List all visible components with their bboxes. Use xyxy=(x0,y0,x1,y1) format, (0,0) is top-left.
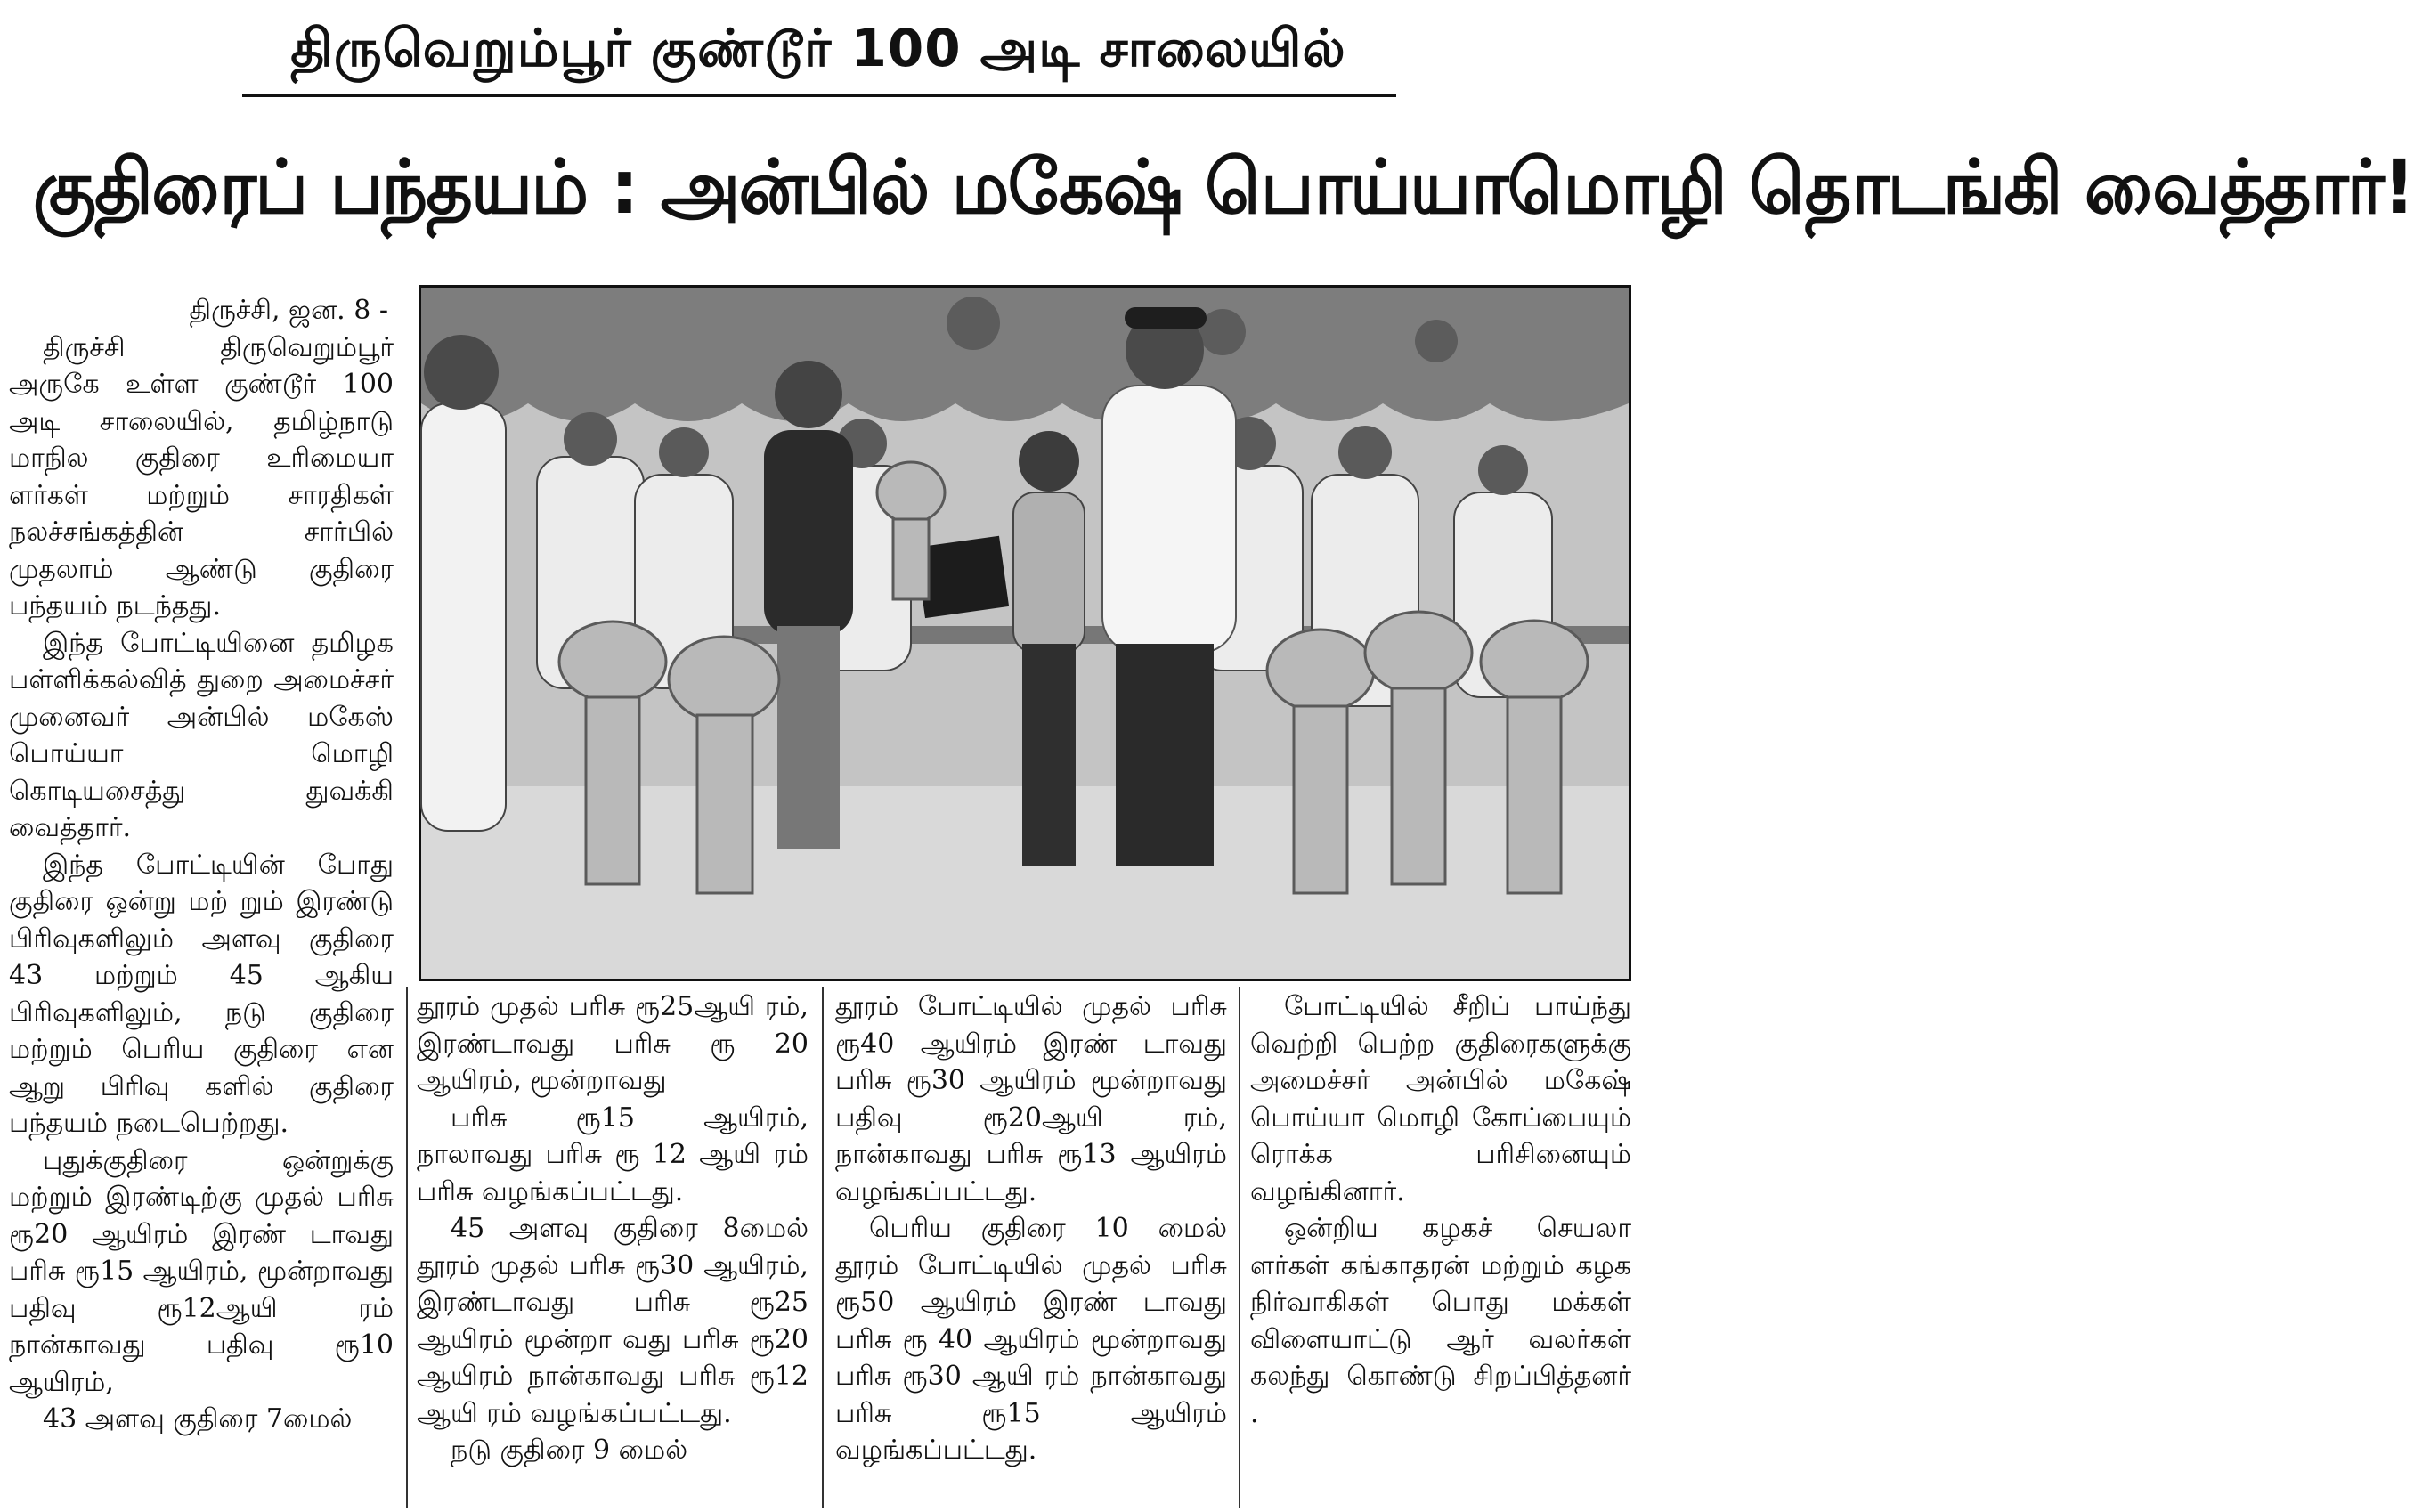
dateline: திருச்சி, ஜன. 8 - xyxy=(189,295,388,326)
paragraph: நடு குதிரை 9 மைல் xyxy=(451,1435,688,1466)
article-column-2 xyxy=(417,988,809,1505)
paragraph: பரிசு ரூ15 ஆயிரம், நாலாவது பரிசு ரூ 12 ஆயி ரம் பரிசு வழங்கப்பட்டது. xyxy=(417,1101,809,1207)
paragraph: இந்த போட்டியினை தமிழக பள்ளிக்கல்வித் துறை அமைச்சர் முனைவர் அன்பில் மகேஸ் பொய்யா மொழி கொடியசைத்து துவக்கி வைத்தார். xyxy=(9,627,394,843)
paragraph: புதுக்குதிரை ஒன்றுக்கு மற்றும் இரண்டிற்கு முதல் பரிசு ரூ20 ஆயிரம் இரண் டாவது பரிசு ரூ15 ஆயிரம், மூன்றாவது பதிவு ரூ12ஆயி ரம் நான்காவது பதிவு ரூ10 ஆயிரம், xyxy=(9,1144,394,1398)
kicker-underline xyxy=(242,94,1396,97)
column-divider xyxy=(1239,987,1240,1508)
paragraph: தூரம் போட்டியில் முதல் பரிசு ரூ40 ஆயிரம் இரண் டாவது பரிசு ரூ30 ஆயிரம் மூன்றாவது பதிவு ரூ20ஆயி ரம், நான்காவது பரிசு ரூ13 ஆயிரம் வழங்கப்பட்டது. xyxy=(835,991,1227,1207)
paragraph: திருச்சி திருவெறும்பூர் அருகே உள்ள குண்டூர் 100 அடி சாலையில், தமிழ்நாடு மாநில குதிரை உரிமையா ளர்கள் மற்றும் சாரதிகள் நலச்சங்கத்தின் சார்பில் முதலாம் ஆண்டு குதிரை பந்தயம் நடந்தது. xyxy=(9,331,394,622)
news-photo xyxy=(419,285,1631,981)
column-divider xyxy=(822,987,824,1508)
paragraph: போட்டியில் சீறிப் பாய்ந்து வெற்றி பெற்ற குதிரைகளுக்கு அமைச்சர் அன்பில் மகேஷ் பொய்யா மொழி கோப்பையும் ரொக்க பரிசினையும் வழங்கினார். xyxy=(1250,991,1631,1207)
article-column-1 xyxy=(9,292,394,1505)
column-divider xyxy=(406,987,408,1508)
paragraph: 45 அளவு குதிரை 8மைல் தூரம் முதல் பரிசு ரூ30 ஆயிரம், இரண்டாவது பரிசு ரூ25 ஆயிரம் மூன்றா வது பரிசு ரூ20 ஆயிரம் நான்காவது பரிசு ரூ12 ஆயி ரம் வழங்கப்பட்டது. xyxy=(417,1213,809,1429)
kicker-headline: திருவெறும்பூர் குண்டூர் 100 அடி சாலையில் xyxy=(290,18,1346,78)
paragraph: இந்த போட்டியின் போது குதிரை ஒன்று மற் றும் இரண்டு பிரிவுகளிலும் அளவு குதிரை 43 மற்றும் 45 ஆகிய பிரிவுகளிலும், நடு குதிரை மற்றும் பெரிய குதிரை என ஆறு பிரிவு களில் குதிரை பந்தயம் நடைபெற்றது. xyxy=(9,849,394,1139)
paragraph: 43 அளவு குதிரை 7மைல் xyxy=(43,1403,353,1435)
article-column-4 xyxy=(1250,988,1631,1505)
paragraph: பெரிய குதிரை 10 மைல் தூரம் போட்டியில் முதல் பரிசு ரூ50 ஆயிரம் இரண் டாவது பரிசு ரூ 40 ஆயிரம் மூன்றாவது பரிசு ரூ30 ஆயி ரம் நான்காவது பரிசு ரூ15 ஆயிரம் வழங்கப்பட்டது. xyxy=(835,1213,1227,1466)
paragraph: தூரம் முதல் பரிசு ரூ25ஆயி ரம், இரண்டாவது பரிசு ரூ 20 ஆயிரம், மூன்றாவது xyxy=(417,991,809,1096)
photo-illustration xyxy=(421,288,1629,979)
article-column-3 xyxy=(835,988,1227,1505)
paragraph: ஒன்றிய கழகச் செயலா ளர்கள் கங்காதரன் மற்றும் கழக நிர்வாகிகள் பொது மக்கள் விளையாட்டு ஆர் வலர்கள் கலந்து கொண்டு சிறப்பித்தனர் . xyxy=(1250,1213,1631,1429)
main-headline: குதிரைப் பந்தயம் : அன்பில் மகேஷ் பொய்யாமொழி தொடங்கி வைத்தார்! xyxy=(32,143,2414,231)
